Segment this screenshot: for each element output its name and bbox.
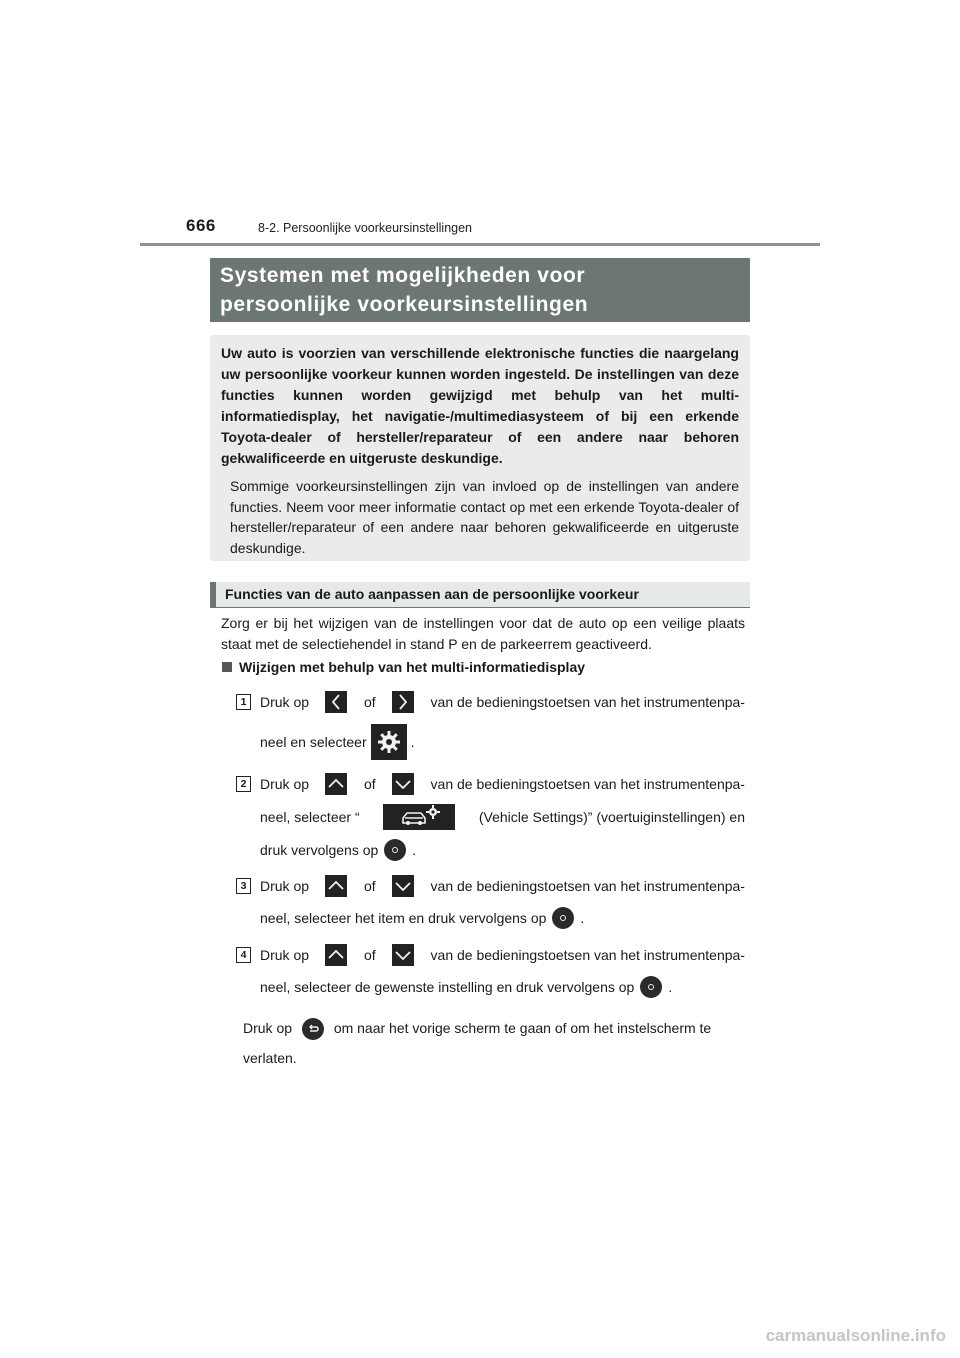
section-subheading: Functies van de auto aanpassen aan de persoonlijke voorkeur — [210, 582, 750, 608]
step-2-line-2 — [260, 804, 745, 830]
subsection-heading-text: Wijzigen met behulp van het multi-informatiedisplay — [239, 659, 586, 675]
step-4-period: . — [668, 979, 673, 995]
page-title-line-1: Systemen met mogelijkheden voor — [220, 264, 586, 287]
page-title-line-2: persoonlijke voorkeursinstellingen — [220, 293, 589, 316]
intro-box — [210, 335, 750, 561]
gear-icon — [371, 724, 407, 760]
step-3-line-2 — [260, 906, 745, 930]
chevron-left-icon — [325, 691, 347, 713]
bullet-square — [222, 662, 232, 672]
step-4-druk-text: Druk op — [260, 947, 310, 963]
step-3-rest-text: van de bedieningstoetsen van het instrumentenpa- — [430, 878, 745, 894]
chevron-right-icon — [392, 691, 414, 713]
section-reference: 8-2. Persoonlijke voorkeursinstellingen — [258, 221, 473, 235]
step-3-period: . — [580, 910, 585, 926]
subsection-heading — [222, 659, 585, 675]
step-2-rest-text: van de bedieningstoetsen van het instrumentenpa- — [430, 776, 745, 792]
step-1-line-2 — [260, 724, 745, 760]
page-title — [210, 258, 750, 322]
final-paragraph — [243, 1013, 745, 1073]
step-4-line-1 — [260, 943, 745, 967]
body-paragraph: Zorg er bij het wijzigen van de instellingen voor dat de auto op een veilige plaats staat met de selectiehendel in stand P en de parkeerrem geactiveerd. — [221, 615, 745, 652]
ok-button-icon — [384, 839, 406, 861]
step-2-of-text: of — [363, 776, 376, 792]
step-4-rest-text: van de bedieningstoetsen van het instrumentenpa- — [430, 947, 745, 963]
step-2-select-text: neel, selecteer “ — [260, 809, 360, 825]
final-druk-text: Druk op — [243, 1020, 293, 1036]
step-3-select-text: neel, selecteer het item en druk vervolgens op — [260, 910, 547, 926]
chevron-up-icon — [325, 944, 347, 966]
step-number-4: 4 — [236, 947, 251, 963]
intro-note: Sommige voorkeursinstellingen zijn van invloed op de instellingen van andere functies. Neem voor meer informatie contact op met een erkende Toyota-dealer of hersteller/reparateur of een andere naar behoren gekwalificeerde en uitgeruste deskundige. — [230, 478, 739, 556]
chevron-down-icon — [392, 875, 414, 897]
chevron-up-icon — [325, 875, 347, 897]
step-2-period: . — [412, 842, 417, 858]
chevron-down-icon — [392, 773, 414, 795]
back-button-icon — [302, 1018, 324, 1040]
step-number-2: 2 — [236, 776, 251, 792]
intro-text: Uw auto is voorzien van verschillende elektronische functies die naargelang uw persoonlijke voorkeur kunnen worden ingesteld. De instellingen van deze functies kunnen worden gewijzigd met behulp van het multi-informatiedisplay, het navigatie-/multimediasysteem of bij een erkende Toyota-dealer of hersteller/reparateur of een andere naar behoren gekwalificeerde en uitgeruste deskundige. — [221, 345, 739, 466]
step-1-of-text: of — [363, 694, 376, 710]
step-3-druk-text: Druk op — [260, 878, 310, 894]
step-2-line-3 — [260, 838, 745, 862]
chevron-up-icon — [325, 773, 347, 795]
step-1-period: . — [410, 734, 415, 750]
page-number: 666 — [186, 216, 216, 235]
step-4-line-2 — [260, 975, 745, 999]
step-3-of-text: of — [363, 878, 376, 894]
step-1-rest-text: van de bedieningstoetsen van het instrumentenpa- — [430, 694, 745, 710]
watermark: carmanualsonline.info — [765, 1326, 946, 1345]
step-1-select-text: neel en selecteer — [260, 734, 367, 750]
step-4-select-text: neel, selecteer de gewenste instelling en druk vervolgens op — [260, 979, 635, 995]
step-1-line-1 — [260, 690, 745, 714]
step-number-3: 3 — [236, 878, 251, 894]
chevron-down-icon — [392, 944, 414, 966]
ok-button-icon — [552, 907, 574, 929]
step-2-press-text: druk vervolgens op — [260, 842, 379, 858]
step-3-line-1 — [260, 874, 745, 898]
step-number-1: 1 — [236, 694, 251, 710]
final-rest-text: om naar het vorige scherm te gaan of om het instelscherm te verlaten. — [243, 1020, 712, 1066]
step-2-druk-text: Druk op — [260, 776, 310, 792]
vehicle-settings-icon — [383, 804, 455, 830]
header-rule — [140, 243, 820, 246]
step-1-druk-text: Druk op — [260, 694, 310, 710]
step-4-of-text: of — [363, 947, 376, 963]
step-2-vehicle-settings-text: (Vehicle Settings)” (voertuiginstellingen) en — [478, 809, 745, 825]
step-2-line-1 — [260, 772, 745, 796]
ok-button-icon — [640, 976, 662, 998]
